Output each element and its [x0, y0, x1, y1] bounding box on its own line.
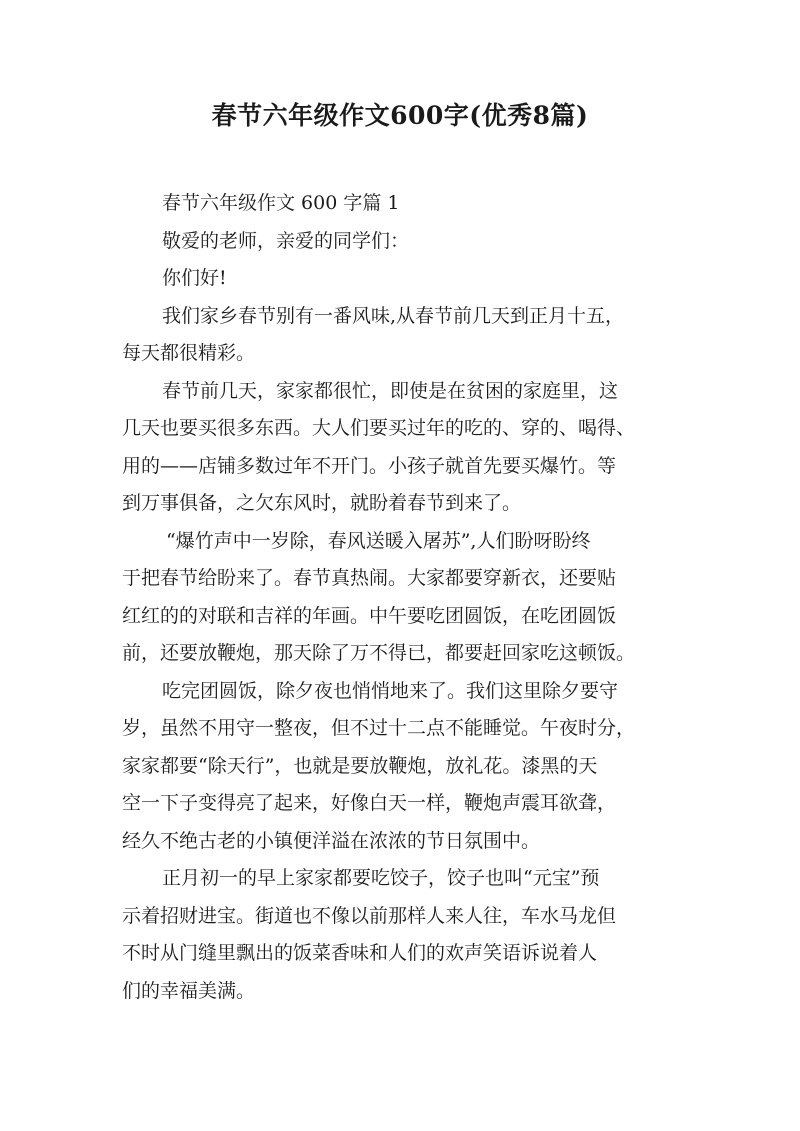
- paragraph-5-line-2: 示着招财进宝。街道也不像以前那样人来人往，车水马龙但: [122, 904, 617, 927]
- essay-heading: 春节六年级作文 600 字篇 1: [162, 192, 400, 214]
- paragraph-3-line-2: 于把春节给盼来了。春节真热闹。大家都要穿新衣，还要贴: [122, 567, 617, 589]
- paragraph-4-line-1: 吃完团圆饭，除夕夜也悄悄地来了。我们这里除夕要守: [162, 679, 619, 702]
- paragraph-4-line-3: 家家都要“除天行”，也就是要放鞭炮，放礼花。漆黑的天: [122, 754, 598, 777]
- paragraph-2-line-4: 到万事俱备，之欠东风时，就盼着春节到来了。: [122, 492, 522, 514]
- paragraph-4-line-4: 空一下子变得亮了起来，好像白天一样，鞭炮声震耳欲聋，: [122, 792, 617, 814]
- paragraph-5-line-4: 们的幸福美满。: [122, 979, 256, 1002]
- paragraph-2-line-3: 用的——店铺多数过年不开门。小孩子就首先要买爆竹。等: [122, 454, 617, 477]
- paragraph-4-line-2: 岁，虽然不用守一整夜，但不过十二点不能睡觉。午夜时分，: [122, 717, 636, 739]
- document-body: [122, 185, 680, 1010]
- paragraph-1-line-1: 我们家乡春节别有一番风味,从春节前几天到正月十五，: [162, 304, 625, 327]
- paragraph-5-line-3: 不时从门缝里飘出的饭菜香味和人们的欢声笑语诉说着人: [122, 942, 598, 964]
- paragraph-1-line-2: 每天都很精彩。: [122, 342, 256, 364]
- paragraph-3-line-4: 前，还要放鞭炮，那天除了万不得已，都要赶回家吃这顿饭。: [122, 642, 636, 664]
- paragraph-4-line-5: 经久不绝古老的小镇便洋溢在浓浓的节日氛围中。: [122, 829, 541, 852]
- paragraph-2-line-2: 几天也要买很多东西。大人们要买过年的吃的、穿的、喝得、: [122, 417, 636, 439]
- document-title: 春节六年级作文600字(优秀8篇): [211, 101, 589, 130]
- paragraph-5-line-1: 正月初一的早上家家都要吃饺子，饺子也叫“元宝”预: [162, 867, 600, 889]
- hello-line: 你们好!: [162, 267, 227, 289]
- greeting-line: 敬爱的老师，亲爱的同学们：: [162, 229, 410, 252]
- paragraph-2-line-1: 春节前几天，家家都很忙，即使是在贫困的家庭里，这: [162, 379, 619, 402]
- paragraph-3-line-1: “爆竹声中一岁除，春风送暖入屠苏”,人们盼呀盼终: [166, 529, 591, 552]
- paragraph-3-line-3: 红红的的对联和吉祥的年画。中午要吃团圆饭，在吃团圆饭: [122, 604, 617, 627]
